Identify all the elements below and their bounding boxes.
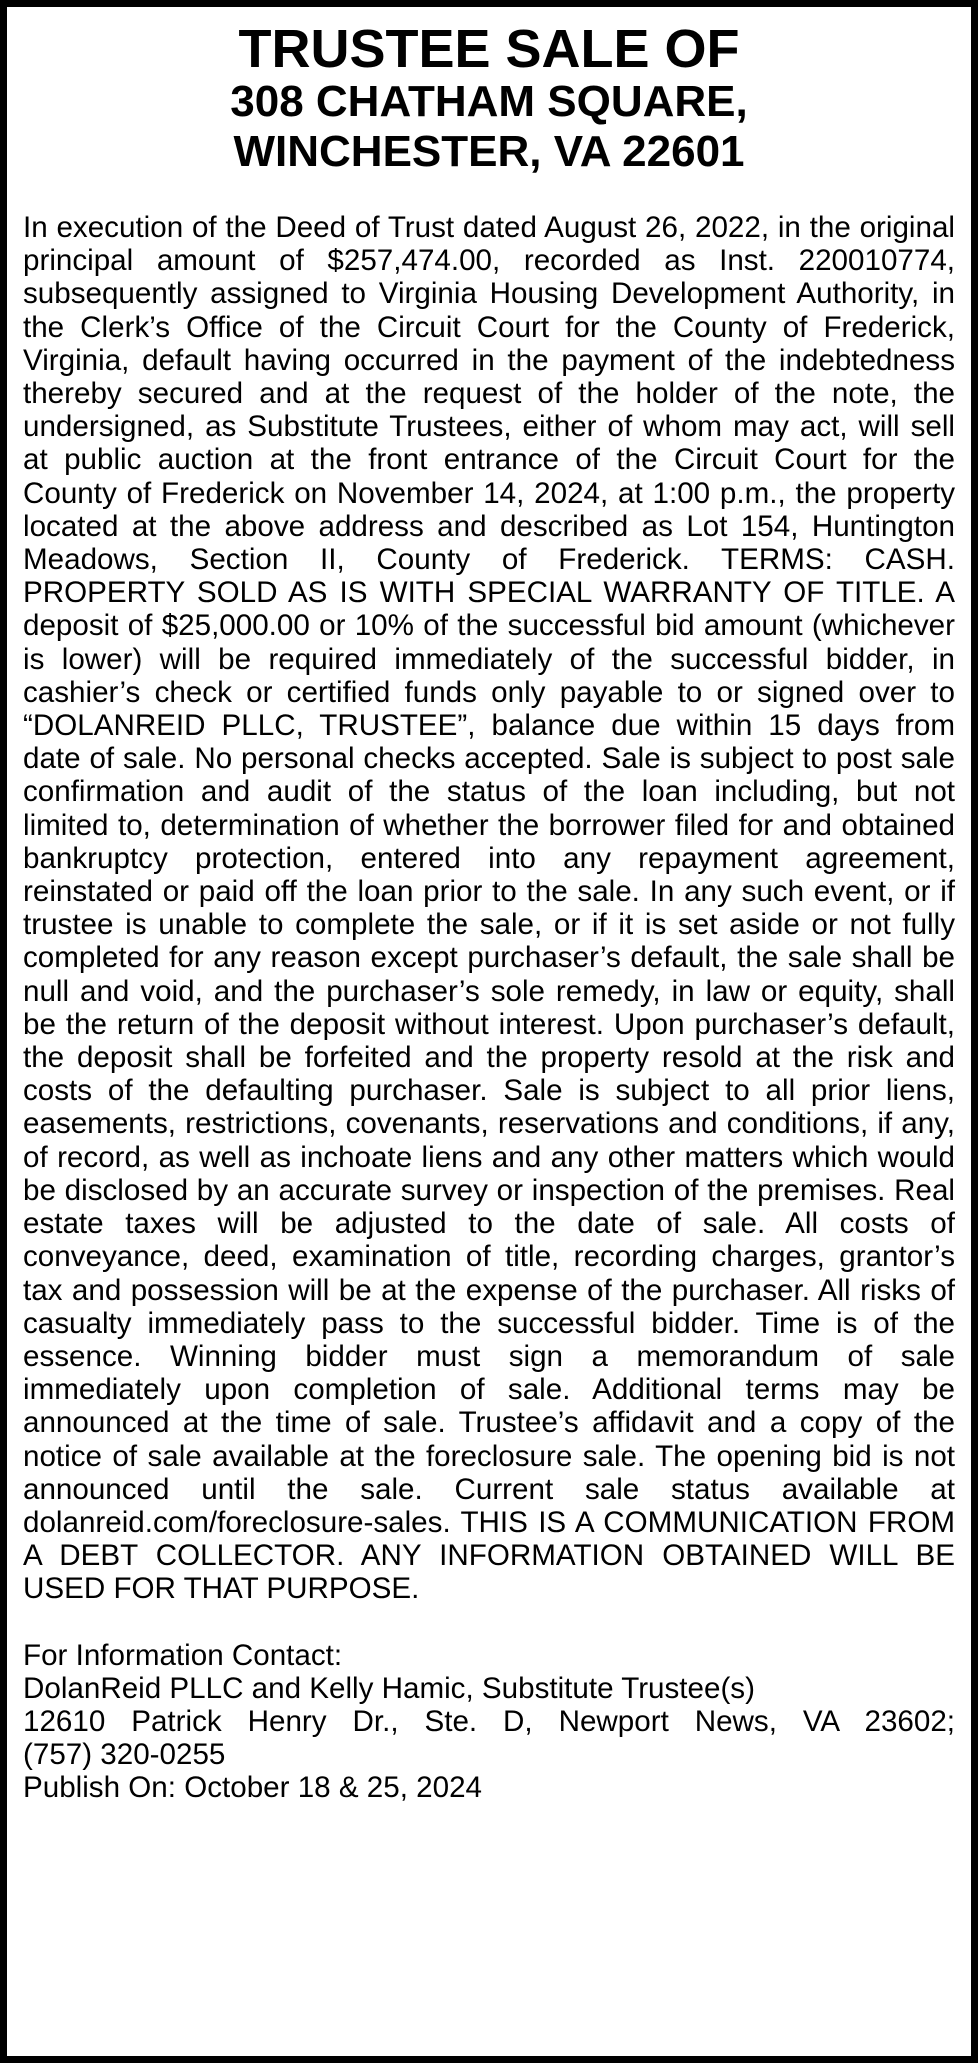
notice-body-paragraph: In execution of the Deed of Trust dated August 26, 2022, in the original principal amount of $257,474.00, recorded as Inst. 220010774, subsequently assigned to Virginia Housing Development Authority, in the Clerk’s Office of the Circuit Court for the County of Frederick, Virginia, default having occurred in the payment of the indebtedness thereby secured and at the request of the holder of the note, the undersigned, as Substitute Trustees, either of whom may act, will sell at public auction at the front entrance of the Circuit Court for the County of Frederick on November 14, 2024, at 1:00 p.m., the property located at the above address and described as Lot 154, Huntington Meadows, Section II, County of Frederick. TERMS: CASH. PROPERTY SOLD AS IS WITH SPECIAL WARRANTY OF TITLE. A deposit of $25,000.00 or 10% of the successful bid amount (whichever is lower) will be required immediately of the successful bidder, in cashier’s check or certified funds only payable to or signed over to “DOLANREID PLLC, TRUSTEE”, balance due within 15 days from date of sale. No personal checks accepted. Sale is subject to post sale confirmation and audit of the status of the loan including, but not limited to, determination of whether the borrower filed for and obtained bankruptcy protection, entered into any repayment agreement, reinstated or paid off the loan prior to the sale. In any such event, or if trustee is unable to complete the sale, or if it is set aside or not fully completed for any reason except purchaser’s default, the sale shall be null and void, and the purchaser’s sole remedy, in law or equity, shall be the return of the deposit without interest. Upon purchaser’s default, the deposit shall be forfeited and the property resold at the risk and costs of the defaulting purchaser. Sale is subject to all prior liens, easements, restrictions, covenants, reservations and conditions, if any, of record, as well as inchoate liens and any other matters which would be disclosed by an accurate survey or inspection of the premises. Real estate taxes will be adjusted to the date of sale. All costs of conveyance, deed, examination of title, recording charges, grantor’s tax and possession will be at the expense of the purchaser. All risks of casualty immediately pass to the successful bidder. Time is of the essence. Winning bidder must sign a memorandum of sale immediately upon completion of sale. Additional terms may be announced at the time of sale. Trustee’s affidavit and a copy of the notice of sale available at the foreclosure sale. The opening bid is not announced until the sale. Current sale status available at dolanreid.com/foreclosure-sales. THIS IS A COMMUNICATION FROM A DEBT COLLECTOR. ANY INFORMATION OBTAINED WILL BE USED FOR THAT PURPOSE.	[23, 211, 955, 1606]
publish-dates: Publish On: October 18 & 25, 2024	[23, 1771, 482, 1805]
property-address-street: 308 CHATHAM SQUARE,	[230, 77, 748, 126]
contact-phone: (757) 320-0255	[23, 1738, 226, 1772]
notice-title: TRUSTEE SALE OF	[238, 19, 740, 79]
property-address-city: WINCHESTER, VA 22601	[233, 127, 745, 176]
contact-block	[23, 1639, 955, 1805]
notice-header	[23, 21, 955, 177]
contact-trustees: DolanReid PLLC and Kelly Hamic, Substitute Trustee(s)	[23, 1671, 755, 1705]
contact-heading: For Information Contact:	[23, 1638, 343, 1672]
contact-address: 12610 Patrick Henry Dr., Ste. D, Newport News, VA 23602;	[23, 1704, 955, 1738]
